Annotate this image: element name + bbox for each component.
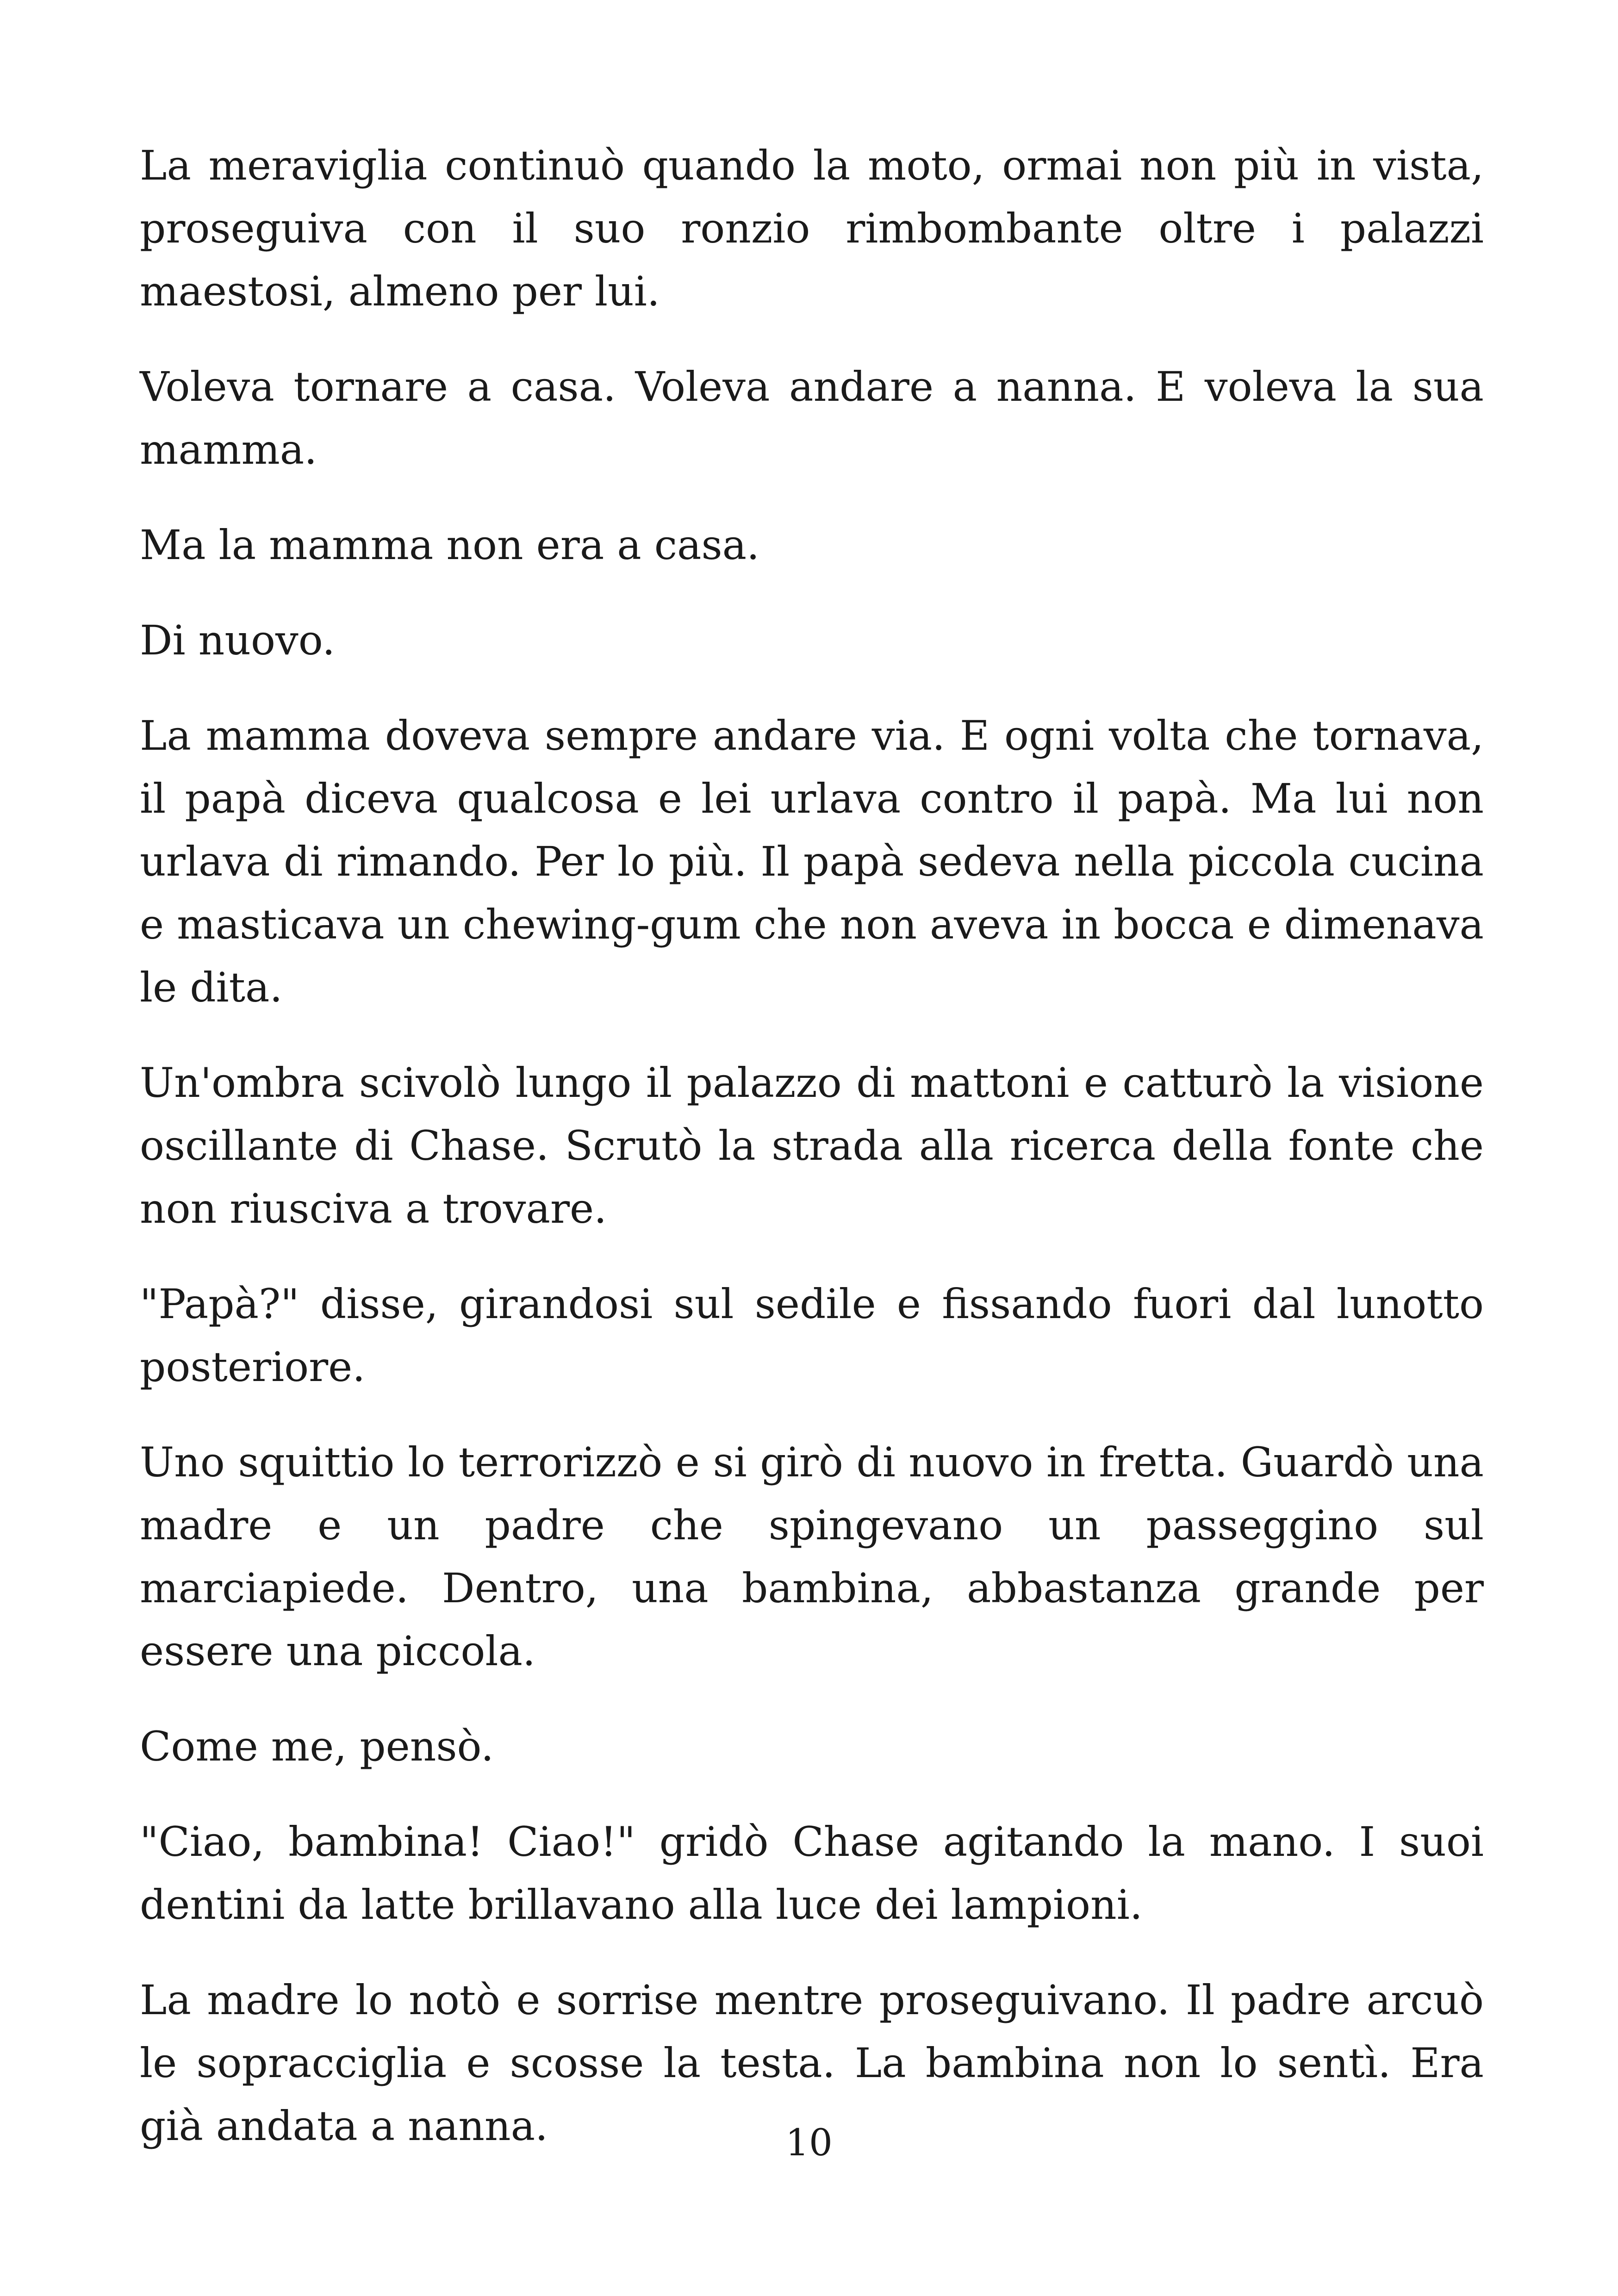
- paragraph: Voleva tornare a casa. Voleva andare a nanna. E voleva la sua mamma.: [140, 363, 1484, 473]
- paragraph: Uno squittio lo terrorizzò e si girò di nuovo in fretta. Guardò una madre e un padre che spingevano un passeggino sul marciapiede. Dentro, una bambina, abbastanza grande per essere una piccola.: [140, 1438, 1484, 1675]
- paragraph: Un'ombra scivolò lungo il palazzo di mattoni e catturò la visione oscillante di Chase. Scrutò la strada alla ricerca della fonte che non riusciva a trovare.: [140, 1059, 1484, 1232]
- paragraph: Ma la mamma non era a casa.: [140, 521, 760, 569]
- paragraph: La madre lo notò e sorrise mentre proseguivano. Il padre arcuò le sopracciglia e scosse la testa. La bambina non lo sentì. Era già andata a nanna.: [140, 1976, 1484, 2150]
- paragraph: Come me, pensò.: [140, 1723, 494, 1770]
- paragraph: "Papà?" disse, girandosi sul sedile e fissando fuori dal lunotto posteriore.: [140, 1280, 1484, 1391]
- paragraph: Di nuovo.: [140, 616, 336, 664]
- paragraph: "Ciao, bambina! Ciao!" gridò Chase agitando la mano. I suoi dentini da latte brillavano alla luce dei lampioni.: [140, 1818, 1484, 1929]
- page-number: 10: [785, 2121, 833, 2164]
- paragraph: La mamma doveva sempre andare via. E ogni volta che tornava, il papà diceva qualcosa e lei urlava contro il papà. Ma lui non urlava di rimando. Per lo più. Il papà sedeva nella piccola cucina e masticava un chewing-gum che non aveva in bocca e dimenava le dita.: [140, 712, 1484, 1011]
- body-text: [140, 134, 1484, 2190]
- paragraph: La meraviglia continuò quando la moto, ormai non più in vista, proseguiva con il suo ronzio rimbombante oltre i palazzi maestosi, almeno per lui.: [140, 142, 1484, 315]
